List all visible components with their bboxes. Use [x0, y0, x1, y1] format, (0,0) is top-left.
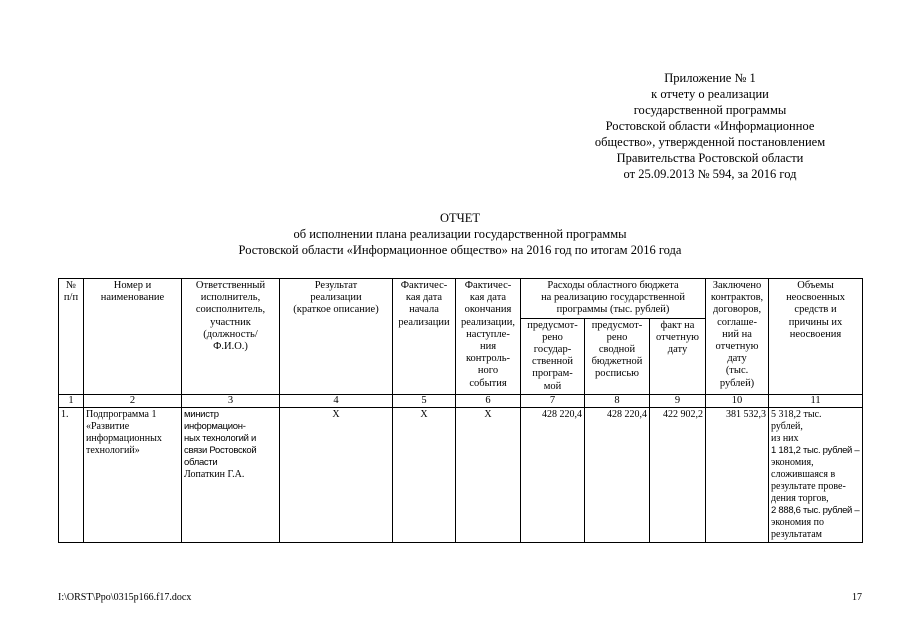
row-unspent: 5 318,2 тыс. рублей, из них 1 181,2 тыс. рублей – экономия, сложившаяся в результате прове- дения торгов, 2 888,6 тыс. рублей – экономия по результатам — [769, 407, 863, 542]
row-actual: 422 902,2 — [650, 407, 706, 542]
report-subtitle-line: Ростовской области «Информационное общество» на 2016 год по итогам 2016 года — [238, 243, 682, 257]
appendix-line: государственной программы — [633, 103, 787, 117]
row-planned-program: 428 220,4 — [521, 407, 585, 542]
column-number: 2 — [84, 394, 182, 407]
row-result: Х — [280, 407, 393, 542]
header-result: Результат реализации (краткое описание) — [280, 279, 393, 395]
footer-page-number: 17 — [852, 592, 862, 603]
header-contracts: Заключено контрактов, договоров, соглаше- ний на отчетную дату (тыс. рублей) — [706, 279, 769, 395]
appendix-line: от 25.09.2013 № 594, за 2016 год — [623, 167, 797, 181]
row-name: Подпрограмма 1 «Развитие информационных технологий» — [84, 407, 182, 542]
table-row — [59, 407, 863, 542]
column-number: 8 — [585, 394, 650, 407]
row-end-date: Х — [456, 407, 521, 542]
column-number: 9 — [650, 394, 706, 407]
header-actual: факт на отчетную дату — [650, 318, 706, 394]
report-heading: ОТЧЕТ — [439, 211, 481, 225]
report-subtitle-line: об исполнении плана реализации государственной программы — [293, 227, 627, 241]
header-end-date: Фактичес- кая дата окончания реализации, наступле- ния контроль- ного события — [456, 279, 521, 395]
header-name: Номер и наименование — [84, 279, 182, 395]
column-number: 4 — [280, 394, 393, 407]
footer-file-path: I:\ORST\Ppo\0315p166.f17.docx — [58, 592, 192, 603]
row-executor: министр информацион- ных технологий и связи Ростовской области Лопаткин Г.А. — [182, 407, 280, 542]
header-planned-program: предусмот- рено государ- ственной програм- мой — [521, 318, 585, 394]
header-planned-budget: предусмот- рено сводной бюджетной росписью — [585, 318, 650, 394]
row-num: 1. — [59, 407, 84, 542]
column-number: 6 — [456, 394, 521, 407]
column-number-row — [59, 394, 863, 407]
column-number: 10 — [706, 394, 769, 407]
column-number: 1 — [59, 394, 84, 407]
row-contracts: 381 532,3 — [706, 407, 769, 542]
column-number: 11 — [769, 394, 863, 407]
appendix-line: к отчету о реализации — [651, 87, 769, 101]
appendix-block — [560, 70, 860, 182]
header-expenses: Расходы областного бюджета на реализацию государственной программы (тыс. рублей) — [521, 279, 706, 319]
report-title-block — [100, 210, 820, 258]
appendix-line: Ростовской области «Информационное — [605, 119, 815, 133]
header-num: № п/п — [59, 279, 84, 395]
column-number: 5 — [393, 394, 456, 407]
row-start-date: Х — [393, 407, 456, 542]
appendix-line: Приложение № 1 — [664, 71, 756, 85]
appendix-line: общество», утвержденной постановлением — [594, 135, 826, 149]
row-planned-budget: 428 220,4 — [585, 407, 650, 542]
header-start-date: Фактичес- кая дата начала реализации — [393, 279, 456, 395]
column-number: 7 — [521, 394, 585, 407]
appendix-line: Правительства Ростовской области — [616, 151, 804, 165]
header-executor: Ответственный исполнитель, соисполнитель, участник (должность/ Ф.И.О.) — [182, 279, 280, 395]
header-row — [59, 279, 863, 319]
header-unspent: Объемы неосвоенных средств и причины их неосвоения — [769, 279, 863, 395]
column-number: 3 — [182, 394, 280, 407]
plan-table — [58, 278, 863, 543]
